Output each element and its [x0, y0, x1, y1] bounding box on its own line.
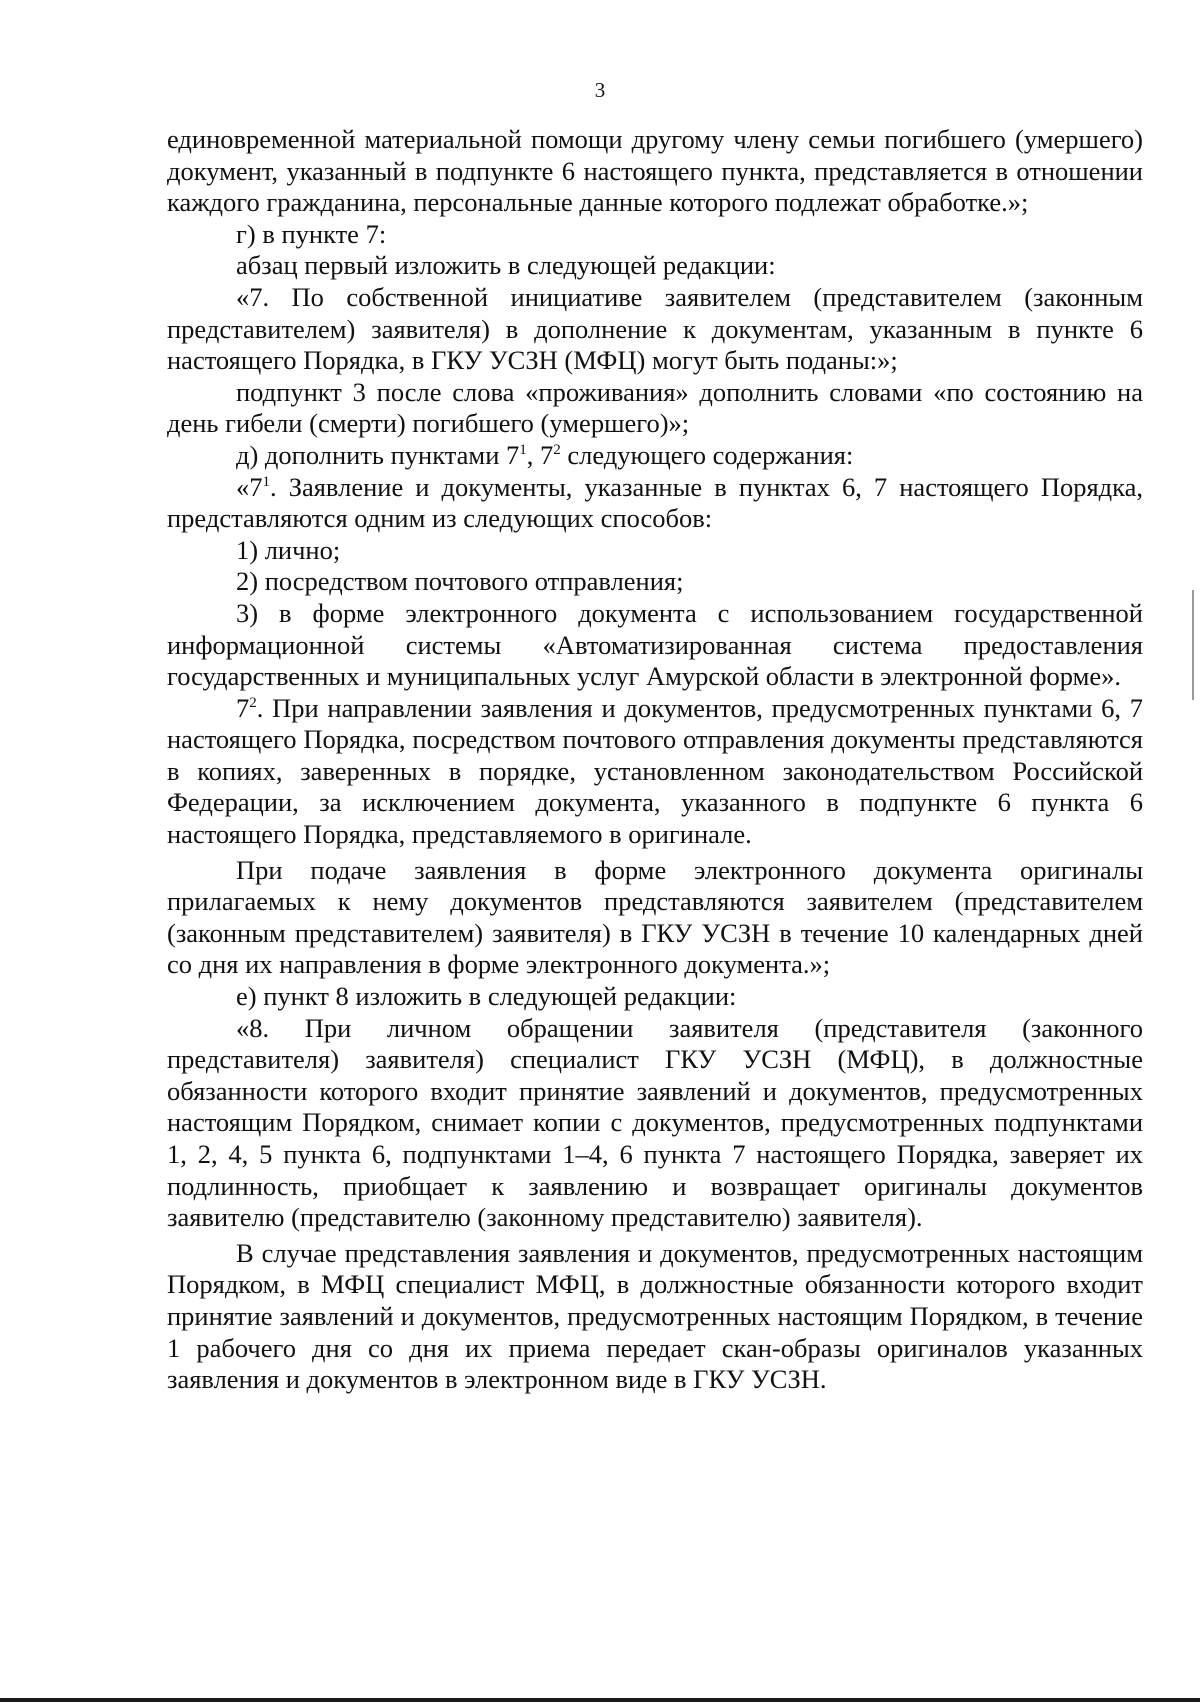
paragraph-list-1: 1) лично; [236, 534, 341, 565]
paragraph-electronic-submission: При подаче заявления в форме электронного документа оригиналы прилагаемых к нему документов представляются заявителем (представителем (законным представителем) заявителя) в ГКУ УСЗН в течение 10 календарных дней со дня их направления в форме электронного документа.»; [167, 854, 1143, 980]
paragraph-point-7-1 [167, 472, 1143, 535]
point-7-2-text: . При направлении заявления и документов, предусмотренных пунктами 6, 7 настоящего Порядка, посредством почтового отправления документы представляются в копиях, заверенных в порядке, установленном законодательством Российской Федерации, за исключением документа, указанного в подпункте 6 пункта 6 настоящего Порядка, представляемого в оригинале. [167, 692, 1143, 850]
scan-artifact [1192, 590, 1194, 700]
paragraph-point-7: «7. По собственной инициативе заявителем (представителем (законным представителем) заявителя) в дополнение к документам, указанным в пункте 6 настоящего Порядка, в ГКУ УСЗН (МФЦ) могут быть поданы:»; [167, 281, 1143, 376]
superscript-1: 1 [262, 473, 270, 490]
document-body [167, 124, 1143, 1396]
paragraph-point-8: «8. При личном обращении заявителя (представителя (законного представителя) заявителя) специалист ГКУ УСЗН (МФЦ), в должностные обязанности которого входит принятие заявлений и документов, предусмотренных настоящим Порядком, снимает копии с документов, предусмотренных подпунктами 1, 2, 4, 5 пункта 6, подпунктами 1–4, 6 пункта 7 настоящего Порядка, заверяет их подлинность, приобщает к заявлению и возвращает оригиналы документов заявителю (представителю (законному представителю) заявителя). [167, 1012, 1143, 1233]
superscript-2: 2 [553, 442, 561, 459]
paragraph-list-2: 2) посредством почтового отправления; [236, 566, 684, 597]
superscript-2: 2 [249, 694, 257, 711]
paragraph-mfc: В случае представления заявления и документов, предусмотренных настоящим Порядком, в МФЦ специалист МФЦ, в должностные обязанности которого входит принятие заявлений и документов, предусмотренных настоящим Порядком, в течение 1 рабочего дня со дня их приема передает скан-образы оригиналов указанных заявления и документов в электронном виде в ГКУ УСЗН. [167, 1237, 1143, 1395]
page-bottom-edge [0, 1698, 1200, 1702]
point-7-2-number: 7 [236, 692, 250, 723]
paragraph-item-g: г) в пункте 7: [236, 218, 387, 249]
paragraph-abzac: абзац первый изложить в следующей редакции: [236, 250, 776, 281]
paragraph-item-d [167, 440, 1143, 472]
item-d-tail: следующего содержания: [560, 439, 854, 470]
item-d-separator: , 7 [526, 439, 554, 470]
paragraph-item-e: е) пункт 8 изложить в следующей редакции: [236, 981, 737, 1012]
item-d-text: д) дополнить пунктами 7 [236, 439, 520, 470]
point-7-1-text: . Заявление и документы, указанные в пунктах 6, 7 настоящего Порядка, представляются одним из следующих способов: [167, 471, 1143, 534]
paragraph-continuation: единовременной материальной помощи другому члену семьи погибшего (умершего) документ, указанный в подпункте 6 настоящего пункта, представляется в отношении каждого гражданина, персональные данные которого подлежат обработке.»; [167, 124, 1143, 218]
point-7-1-number: «7 [236, 471, 263, 502]
paragraph-list-3: 3) в форме электронного документа с использованием государственной информационной системы «Автоматизированная система предоставления государственных и муниципальных услуг Амурской области в электронной форме». [167, 597, 1143, 692]
page-number: 3 [594, 78, 606, 102]
superscript-1: 1 [519, 442, 527, 459]
paragraph-point-7-2 [167, 693, 1143, 851]
paragraph-subpoint-3: подпункт 3 после слова «проживания» дополнить словами «по состоянию на день гибели (смерти) погибшего (умершего)»; [167, 376, 1143, 439]
